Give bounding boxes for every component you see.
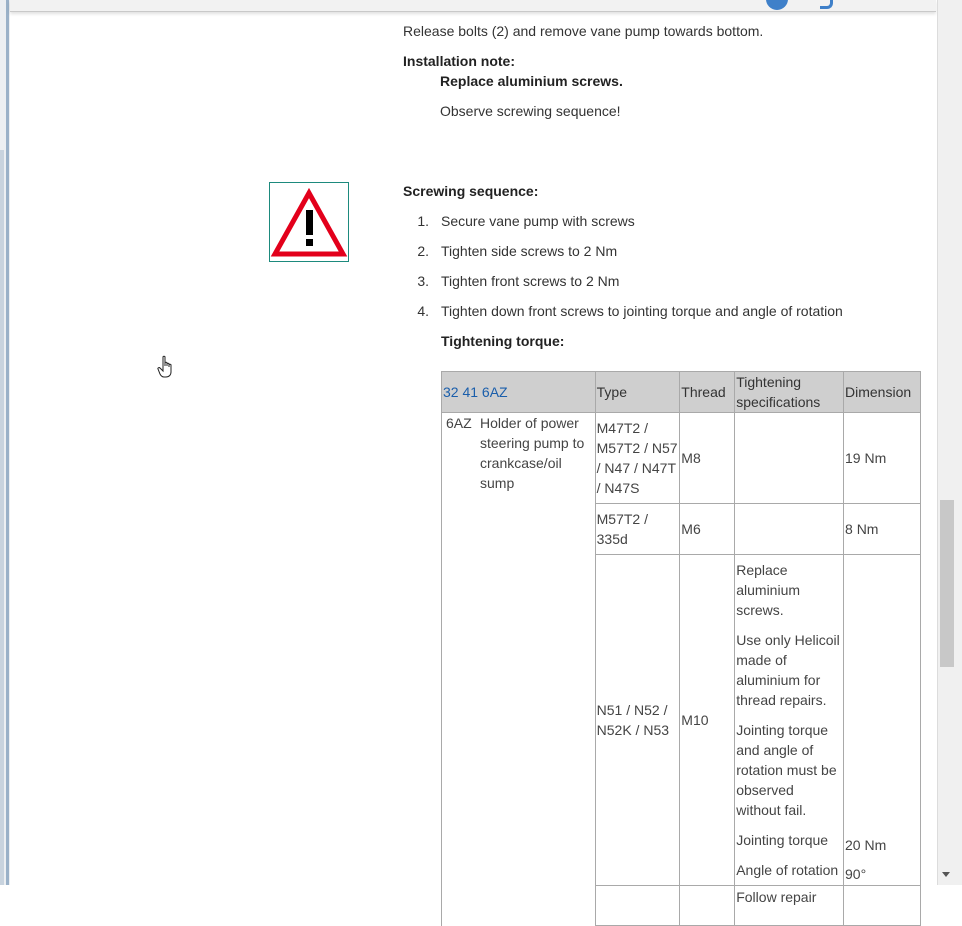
spec-line: Use only Helicoil made of aluminium for thread repairs. (736, 632, 840, 708)
thread-cell (680, 886, 735, 926)
toolbar-button-icon[interactable] (766, 0, 788, 10)
dimension-cell: 19 Nm (844, 413, 921, 504)
spec-line: Jointing torque (736, 832, 829, 848)
type-cell (595, 886, 680, 926)
col-header-thread: Thread (680, 372, 735, 413)
dimension-torque: 20 Nm (845, 837, 887, 853)
window-left-border (0, 0, 10, 885)
thread-cell: M10 (680, 555, 735, 886)
scroll-down-arrow-icon[interactable] (942, 872, 950, 877)
col-header-number[interactable]: 32 41 6AZ (442, 372, 596, 413)
spec-line: Angle of rotation (736, 862, 839, 878)
spec-cell (735, 555, 844, 886)
release-instruction: Release bolts (2) and remove vane pump towards bottom. (403, 23, 764, 39)
object-code: 6AZ (446, 415, 472, 431)
screwing-sequence-heading: Screwing sequence: (403, 183, 539, 199)
dimension-angle: 90° (845, 866, 867, 882)
type-cell: M57T2 / 335d (595, 504, 680, 555)
warning-icon (269, 182, 349, 262)
scrollbar-thumb[interactable] (940, 500, 954, 667)
border-stripe (6, 0, 9, 885)
object-description: Holder of power steering pump to crankcase/oil sump (480, 415, 585, 491)
tightening-torque-heading: Tightening torque: (441, 333, 565, 349)
toolbar-search-icon[interactable] (820, 0, 833, 9)
border-shade (0, 150, 4, 885)
installation-note-1: Replace aluminium screws. (440, 73, 623, 89)
col-header-spec: Tightening specifications (735, 372, 844, 413)
col-header-dimension: Dimension (844, 372, 921, 413)
thread-cell: M8 (680, 413, 735, 504)
table-header-row (442, 372, 921, 413)
installation-note-2: Observe screwing sequence! (440, 103, 621, 119)
thread-cell: M6 (680, 504, 735, 555)
installation-note-heading: Installation note: (403, 53, 515, 69)
spec-cell: Follow repair (735, 886, 844, 926)
torque-table (441, 371, 921, 926)
dimension-cell: 8 Nm (844, 504, 921, 555)
spec-line: Replace aluminium screws. (736, 562, 801, 618)
type-cell: M47T2 / M57T2 / N57 / N47 / N47T / N47S (595, 413, 680, 504)
dimension-cell (844, 555, 921, 886)
col-header-type: Type (595, 372, 680, 413)
toolbar-edge (10, 0, 936, 12)
hand-cursor-icon (156, 355, 176, 384)
dimension-cell (844, 886, 921, 926)
spec-line: Jointing torque and angle of rotation must be observed without fail. (736, 722, 837, 818)
table-row (442, 413, 921, 504)
spec-cell (735, 504, 844, 555)
type-cell: N51 / N52 / N52K / N53 (595, 555, 680, 886)
object-cell (442, 413, 596, 926)
vertical-scrollbar[interactable] (937, 0, 962, 885)
spec-cell (735, 413, 844, 504)
